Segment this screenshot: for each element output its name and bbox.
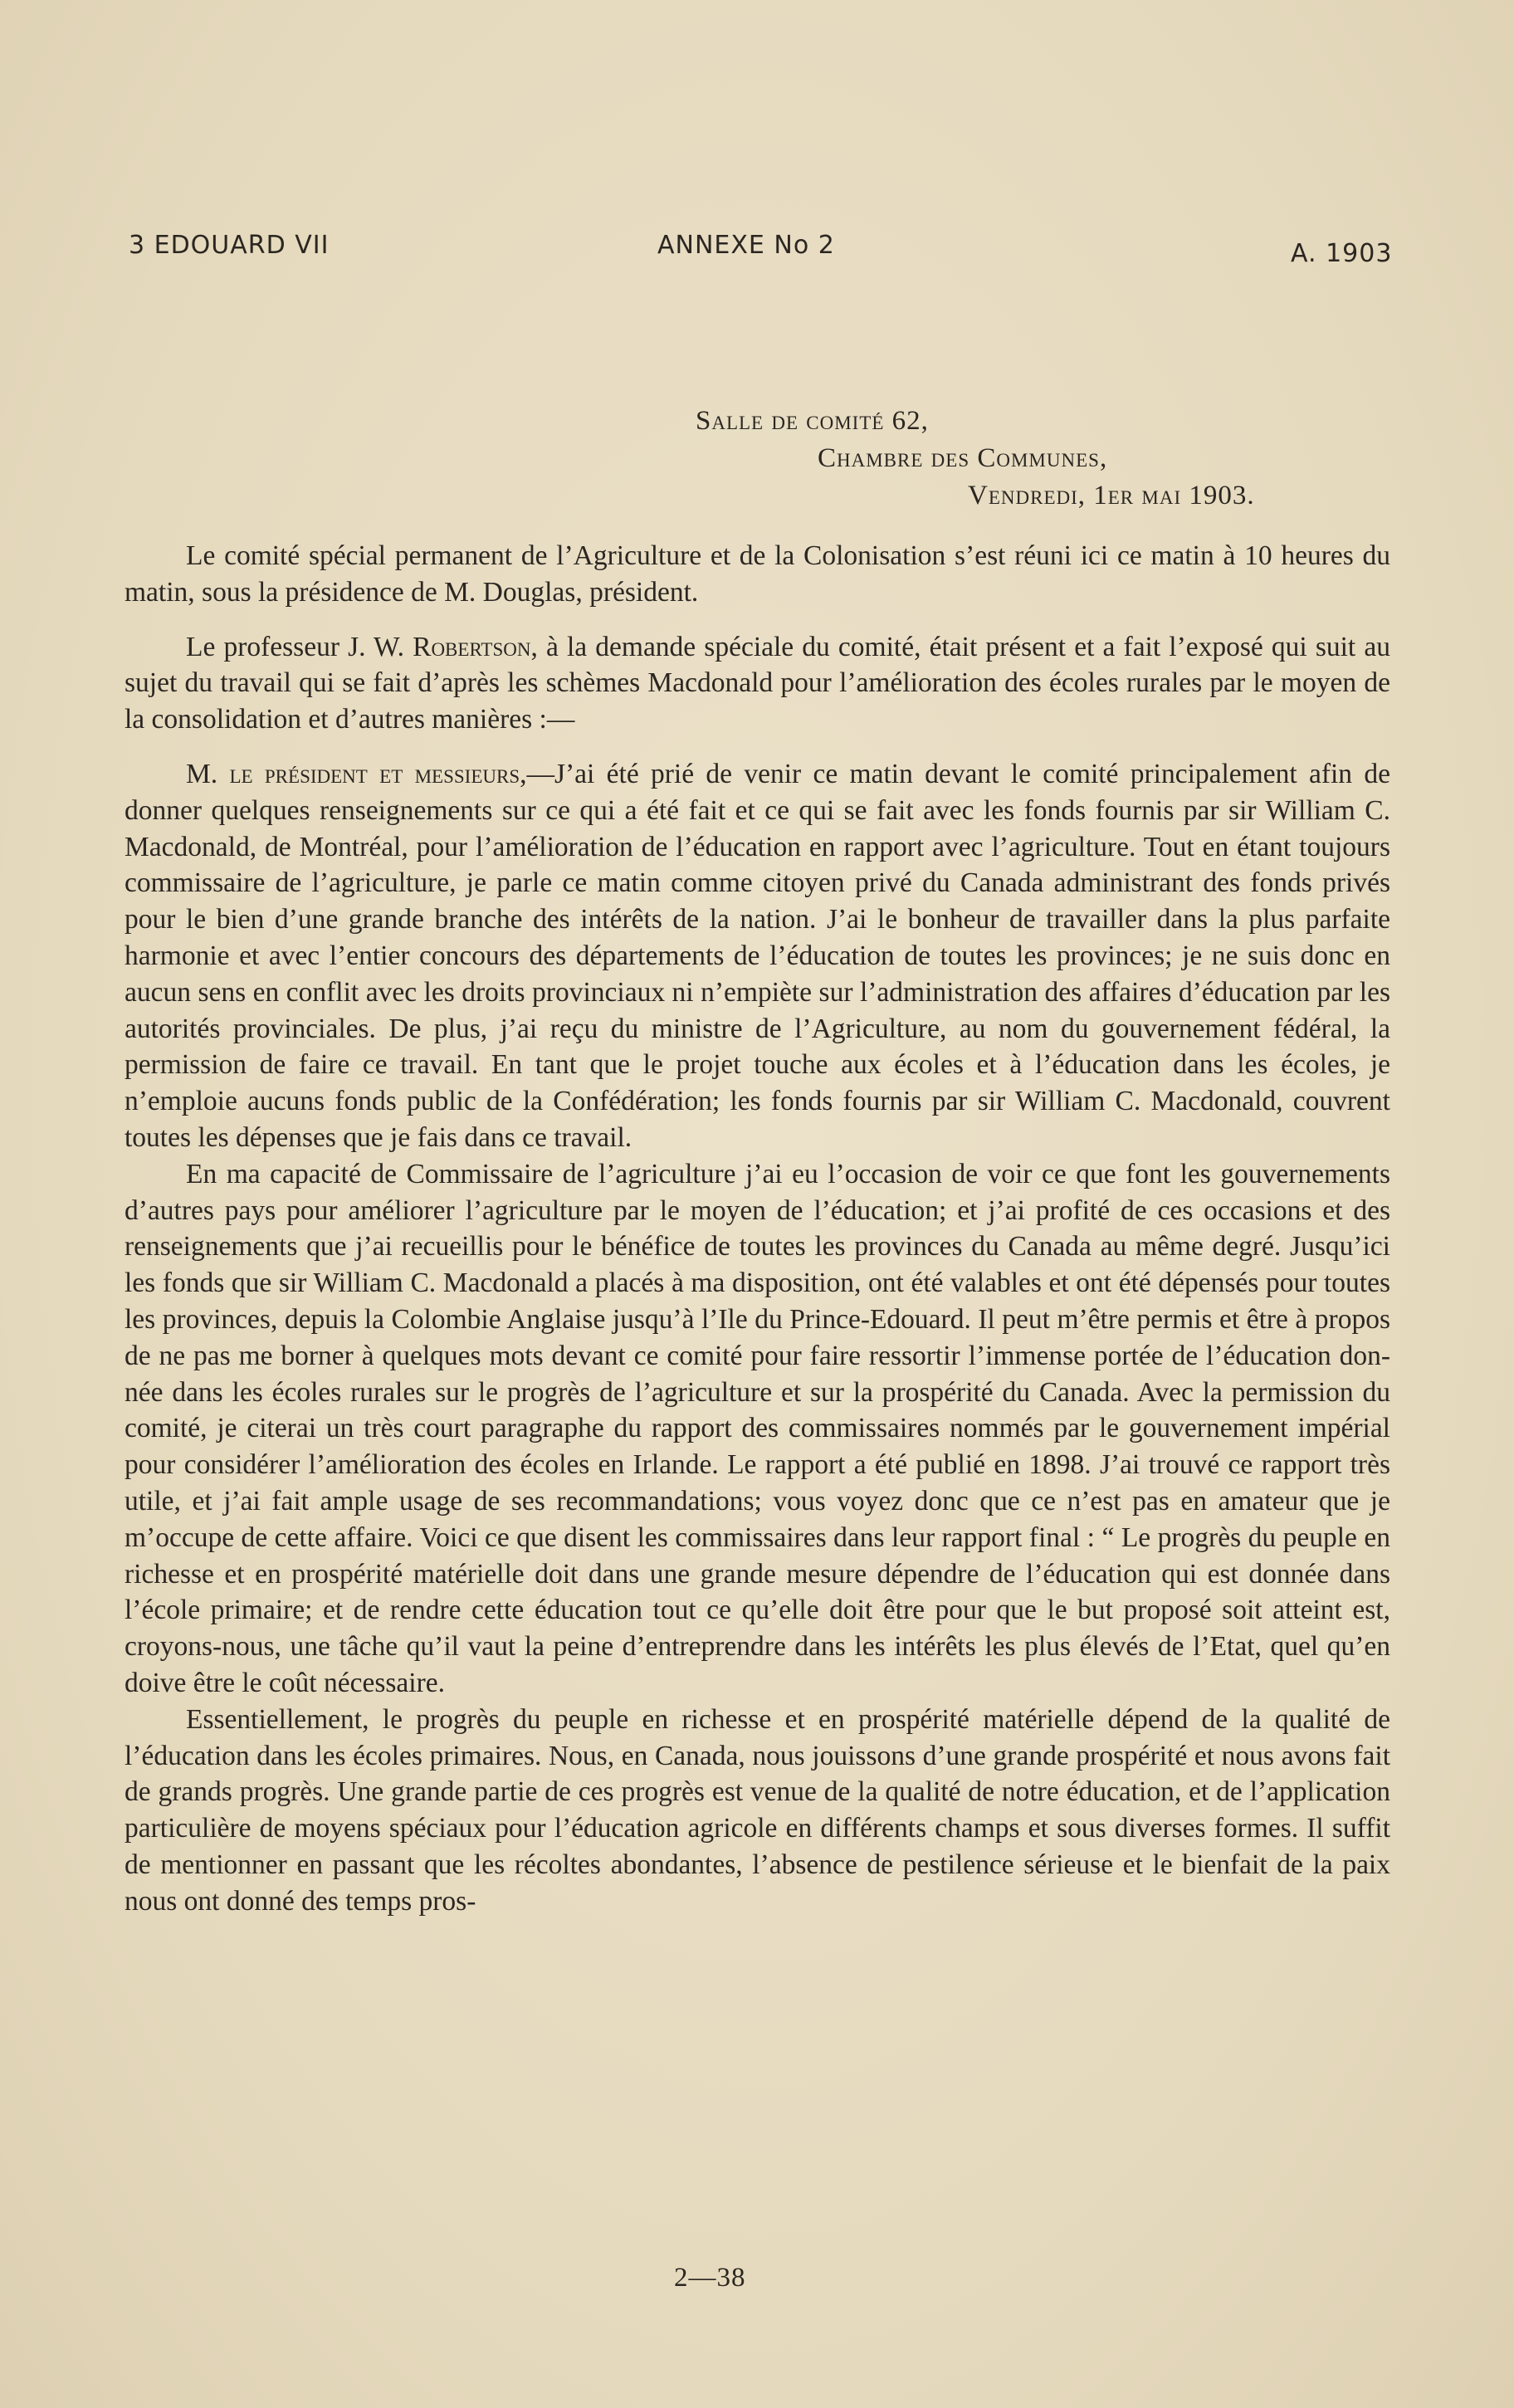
salutation: M. le président et messieurs, [186, 758, 527, 789]
meeting-dateline [696, 403, 1255, 515]
paragraph-commissioner-capacity: En ma capacité de Commissaire de l’agriculture j’ai eu l’occasion de voir ce que font les gouvernements d’autres pays pour améliorer l’agriculture par le moyen de l’éducation; et j’ai profité de ces occasions et des renseignements que j’ai recueillis pour le bénéfice de toutes les provinces du Canada au même degré. Jusqu’ici les fonds que sir William C. Macdonald a placés à ma disposition, ont été valables et ont été dépensés pour toutes les provinces, depuis la Colombie Anglaise jusqu’à l’Ile du Prince-Edouard. Il peut m’être permis et être à propos de ne pas me borner à quelques mots devant ce comité pour faire ressortir l’immense portée de l’éducation donnée dans les écoles rurales sur le progrès de l’agriculture et sur la prospérité du Canada. Avec la permission du comité, je citerai un très court paragraphe du rapport des commissaires nommés par le gouvernement impérial pour considérer l’amélioration des écoles en Irlande. Le rapport a été publié en 1898. J’ai trouvé ce rapport très utile, et j’ai fait ample usage de ses recommandations; vous voyez donc que ce n’est pas en amateur que je m’occupe de cette affaire. Voici ce que disent les commissaires dans leur rapport final : “ Le progrès du peuple en richesse et en prospérité matérielle doit dans une grande mesure dépendre de l’éducation qui est donnée dans l’école primaire; et de rendre cette éducation tout ce qu’elle doit être pour que le but proposé soit atteint est, croyons-nous, une tâche qu’il vaut la peine d’entreprendre dans les intérêts les plus élevés de l’Etat, quel qu’en doive être le coût nécessaire. [125, 1158, 1390, 1698]
header-year: A. 1903 [1291, 239, 1393, 268]
address-text: —J’ai été prié de venir ce matin devant le comité principalement afin de donner quelques renseignements sur ce qui a été fait et ce qui se fait avec les fonds fournis par sir William C. Macdonald, de Montréal, pour l’amélioration de l’éducation en rapport avec l’agriculture. Tout en étant toujours commissaire de l’agriculture, je parle ce matin comme citoyen privé du Canada administrant des fonds privés pour le bien d’une grande branche des intérêts de la nation. J’ai le bonheur de travailler dans la plus parfaite harmonie et avec l’entier concours des départements de l’éducation de toutes les provinces; je ne suis donc en aucun sens en conflit avec les droits provinciaux ni n’empiète sur l’administration des affaires d’éducation par les autorités provinciales. De plus, j’ai reçu du ministre de l’Agriculture, au nom du gouvernement fédéral, la permission de faire ce travail. En tant que le projet touche aux écoles et à l’éducation dans les écoles, je n’emploie aucuns fonds public de la Confédération; les fonds fournis par sir William C. Macdonald, couvrent toutes les dépenses que je fais dans ce travail. [125, 758, 1390, 1153]
dateline-date: Vendredi, 1er mai 1903. [968, 481, 1255, 510]
body-text [125, 538, 1390, 1919]
dateline-house: Chambre des Communes, [818, 443, 1108, 473]
header-annex-number: ANNEXE No 2 [657, 231, 835, 260]
paragraph-prosperity: Essentiellement, le progrès du peuple en richesse et en prospérité matérielle dépend de la qualité de l’éducation dans les écoles primaires. Nous, en Canada, nous jouissons d’une grande prospérité et nous avons fait de grands progrès. Une grande partie de ces progrès est venue de la qualité de notre éducation, et de l’application particulière de moyens spéciaux pour l’éducation agricole en différents champs et sous diverses formes. Il suffit de mentionner en passant que les récoltes abondantes, l’absence de pestilence sérieuse et le bienfait de la paix nous ont donné des temps pros- [125, 1703, 1390, 1917]
robertson-name: Robertson [413, 631, 531, 662]
robertson-intro-text: Le professeur J. W. [186, 631, 413, 662]
header-regnal-year: 3 EDOUARD VII [129, 231, 330, 260]
running-head [129, 231, 1394, 272]
paragraph-robertson-intro [125, 629, 1390, 738]
dateline-room: Salle de comité 62, [696, 406, 929, 436]
paragraph-committee-meeting: Le comité spécial permanent de l’Agriculture et de la Colonisation s’est réuni ici ce matin à 10 heures du matin, sous la présidence de M. Douglas, président. [125, 540, 1390, 608]
page-folio: 2—38 [674, 2263, 746, 2293]
robertson-intro-rest: , à la demande spéciale du comité, était présent et a fait l’exposé qui suit au sujet du travail qui se fait d’après les schèmes Macdonald pour l’amélioration des écoles rurales par le moyen de la consolidation et d’autres manières :— [125, 631, 1390, 735]
paragraph-address-to-committee [125, 756, 1390, 1156]
